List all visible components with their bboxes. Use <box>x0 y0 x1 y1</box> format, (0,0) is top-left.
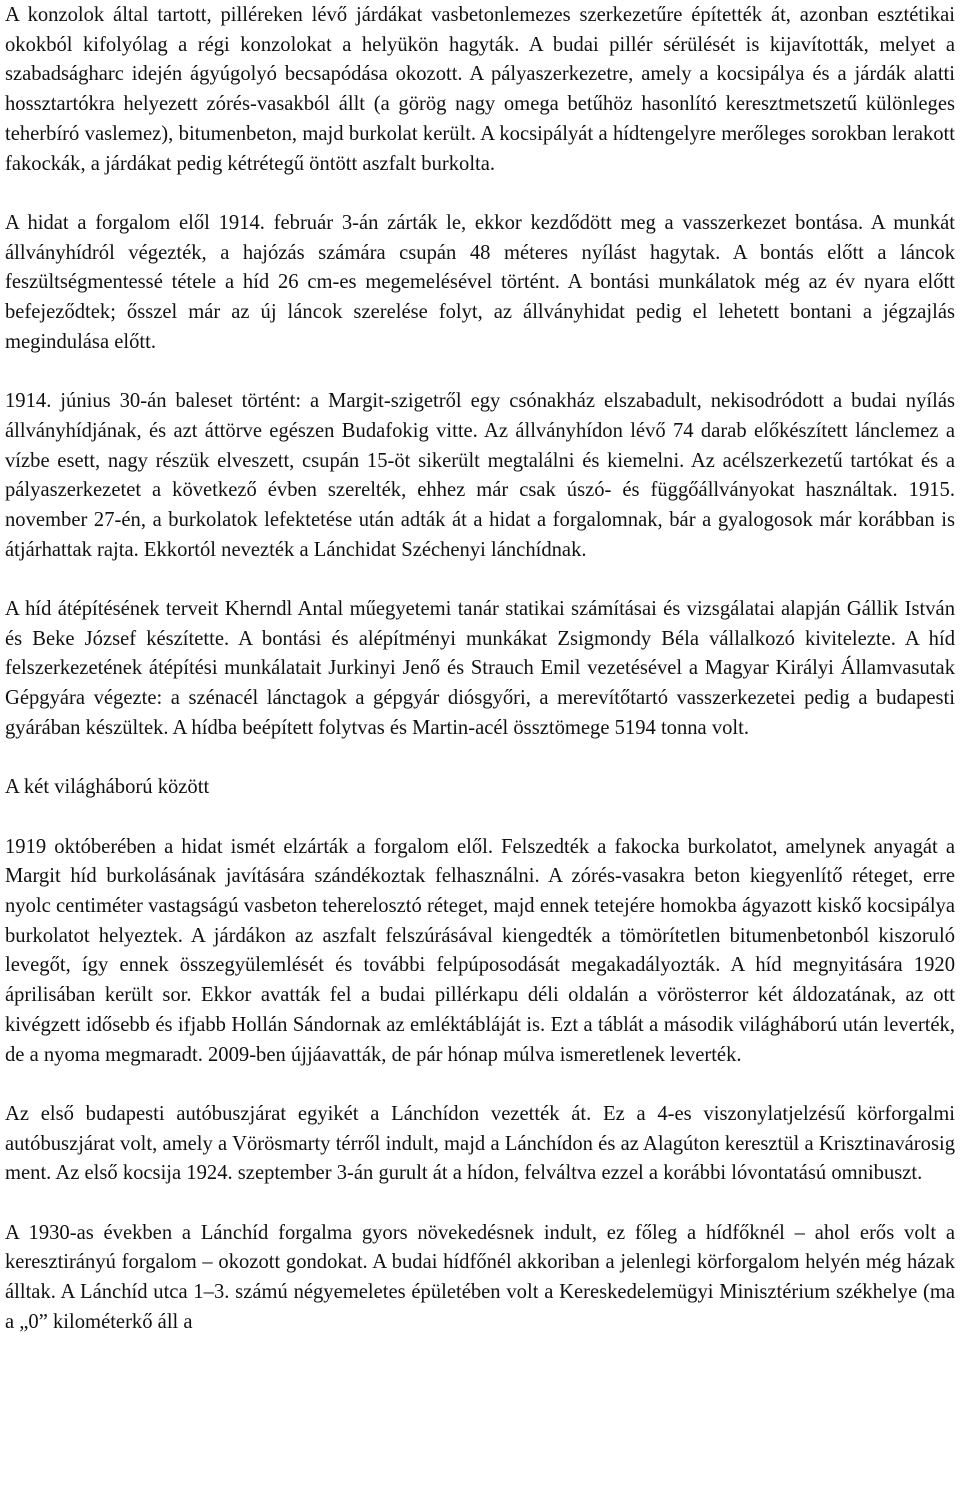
paragraph-4: A híd átépítésének terveit Kherndl Antal műegyetemi tanár statikai számításai és vizsgálatai alapján Gállik István és Beke József készítette. A bontási és alépítményi munkákat Zsigmondy Béla vállalkozó kivitelezte. A híd felszerkezetének átépítési munkálatait Jurkinyi Jenő és Strauch Emil vezetésével a Magyar Királyi Államvasutak Gépgyára végezte: a szénacél lánctagok a gépgyár diósgyőri, a merevítőtartó vasszerkezetei pedig a budapesti gyárában készültek. A hídba beépített folytvas és Martin-acél össztömege 5194 tonna volt. <box>5 598 955 739</box>
paragraph-gap <box>5 803 955 833</box>
paragraph-7: A 1930-as években a Lánchíd forgalma gyors növekedésnek indult, ez főleg a hídfőknél – ahol erős volt a keresztirányú forgalom – okozott gondokat. A budai hídfőnél akkoriban a jelenlegi körforgalom helyén még házak álltak. A Lánchíd utca 1–3. számú négyemeletes épületében volt a Kereskedelemügyi Minisztérium székhelye (ma a „0” kilométerkő áll a <box>5 1221 955 1333</box>
paragraph-gap <box>5 744 955 774</box>
paragraph-gap <box>5 565 955 595</box>
paragraph-6: Az első budapesti autóbuszjárat egyikét a Lánchídon vezették át. Ez a 4-es viszonylatjelzésű körforgalmi autóbuszjárat volt, amely a Vörösmarty térről indult, majd a Lánchídon és az Alagúton keresztül a Krisztinavárosig ment. Az első kocsija 1924. szeptember 3-án gurult át a hídon, felváltva ezzel a korábbi lóvontatású omnibuszt. <box>5 1102 955 1185</box>
paragraph-gap <box>5 1189 955 1219</box>
paragraph-gap <box>5 179 955 209</box>
paragraph-gap <box>5 357 955 387</box>
paragraph-1: A konzolok által tartott, pilléreken lévő járdákat vasbetonlemezes szerkezetűre építették át, azonban esztétikai okokból kifolyólag a régi konzolokat a helyükön hagyták. A budai pillér sérülését is kijavították, melyet a szabadságharc idején ágyúgolyó becsapódása okozott. A pályaszerkezetre, amely a kocsipálya és a járdák alatti hossztartókra helyezett zórés-vasakból állt (a görög nagy omega betűhöz hasonlító keresztmetszetű különleges teherbíró vaslemez), bitumenbeton, majd burkolat került. A kocsipályát a hídtengelyre merőleges sorokban lerakott fakockák, a járdákat pedig kétrétegű öntött aszfalt burkolta. <box>5 4 955 175</box>
paragraph-5: 1919 októberében a hidat ismét elzárták a forgalom elől. Felszedték a fakocka burkolatot, amelynek anyagát a Margit híd burkolásának javítására szándékoztak felhasználni. A zórés-vasakra beton kiegyenlítő réteget, erre nyolc centiméter vastagságú vasbeton teherelosztó réteget, majd ennek tetejére homokba ágyazott kiskő kocsipálya burkolatot helyeztek. A járdákon az aszfalt felszúrásával kiengedték a tömörítetlen bitumenbetonból kiszoruló levegőt, így ennek összegyülemlését és további felpúposodását megakadályozták. A híd megnyitására 1920 áprilisában került sor. Ekkor avatták fel a budai pillérkapu déli oldalán a vörösterror két áldozatának, az ott kivégzett idősebb és ifjabb Hollán Sándornak az emléktábláját is. Ezt a táblát a második világháború után leverték, de a nyoma megmaradt. 2009-ben újjáavatták, de pár hónap múlva ismeretlenek leverték. <box>5 835 955 1066</box>
paragraph-gap <box>5 1070 955 1100</box>
paragraph-2: A hidat a forgalom elől 1914. február 3-án zárták le, ekkor kezdődött meg a vasszerkezet bontása. A munkát állványhídról végezték, a hajózás számára csupán 48 méteres nyílást hagytak. A bontás előtt a láncok feszültségmentessé tétele a híd 26 cm-es megemelésével történt. A bontási munkálatok még az év nyara előtt befejeződtek; ősszel már az új láncok szerelése folyt, az állványhidat pedig el lehetett bontani a jégzajlás megindulása előtt. <box>5 211 955 353</box>
document-page <box>5 0 955 1338</box>
paragraph-3: 1914. június 30-án baleset történt: a Margit-szigetről egy csónakház elszabadult, nekisodródott a budai nyílás állványhídjának, és azt áttörve egészen Budafokig vitte. Az állványhídon lévő 74 darab előkészített láncl​emez a vízbe esett, nagy részük elveszett, csupán 15-öt sikerült megtalálni és kiemelni. Az acélszerkezetű tartókat és a pályaszerkezetet a következő évben szerelték, ehhez már csak úszó- és függőállványokat használtak. 1915. november 27-én, a burkolatok lefektetése után adták át a hidat a forgalomnak, bár a gyalogosok már korábban is átjárhattak rajta. Ekkortól nevezték a Lánchidat Széchenyi lánchídnak. <box>5 390 955 561</box>
section-heading: A két világháború között <box>5 776 210 799</box>
